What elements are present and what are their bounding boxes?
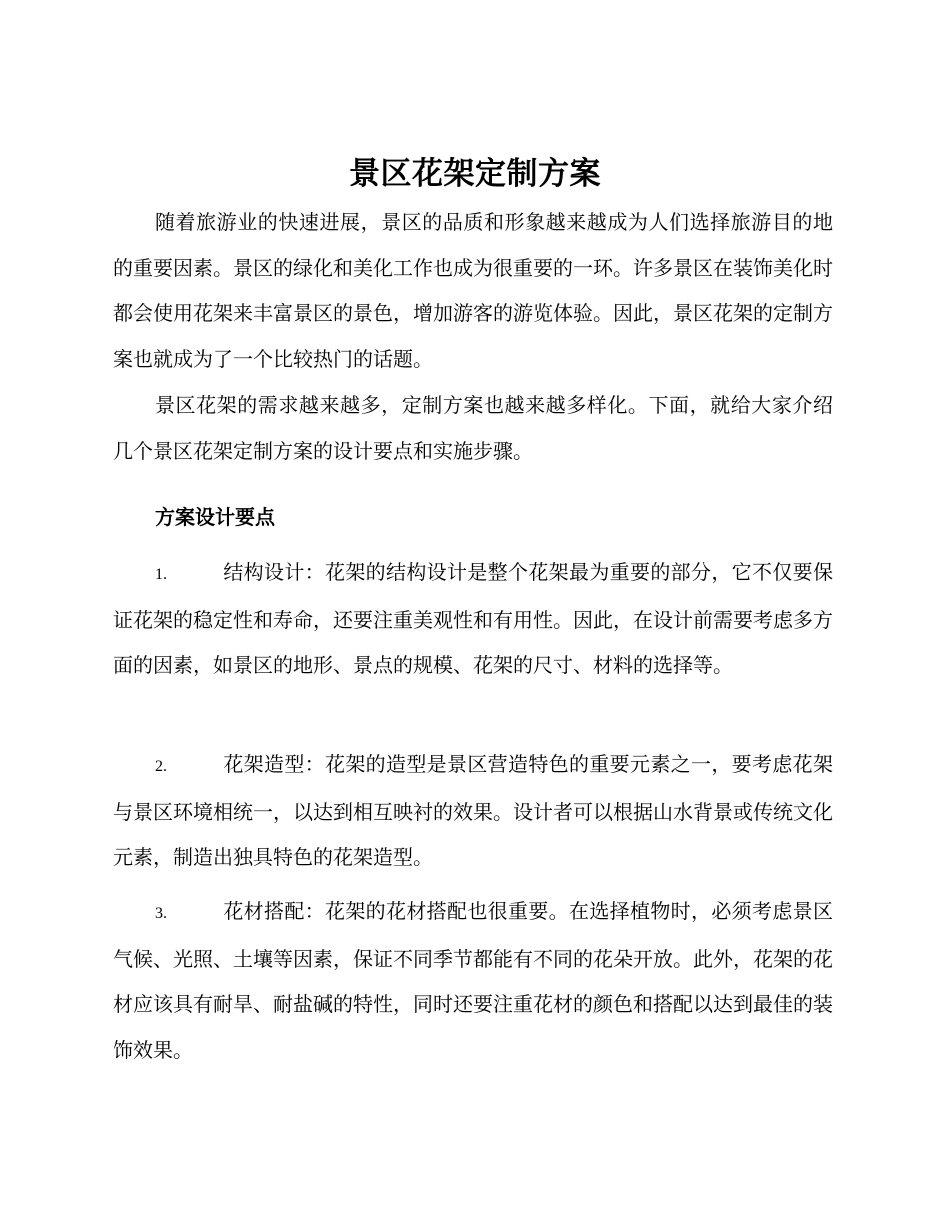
list-item-text: 结构设计：花架的结构设计是整个花架最为重要的部分，它不仅要保证花架的稳定性和寿命，还要注重美观性和有用性。因此，在设计前需要考虑多方面的因素，如景区的地形、景点的规模、花架的尺寸、材料的选择等。	[113, 560, 833, 677]
list-item-1	[113, 550, 833, 689]
intro-paragraph-1: 随着旅游业的快速进展，景区的品质和形象越来越成为人们选择旅游目的地的重要因素。景区的绿化和美化工作也成为很重要的一环。许多景区在装饰美化时都会使用花架来丰富景区的景色，增加游客的游览体验。因此，景区花架的定制方案也就成为了一个比较热门的话题。	[113, 210, 833, 371]
list-item-text: 花架造型：花架的造型是景区营造特色的重要元素之一，要考虑花架与景区环境相统一，以达到相互映衬的效果。设计者可以根据山水背景或传统文化元素，制造出独具特色的花架造型。	[113, 752, 833, 869]
list-item-text: 花材搭配：花架的花材搭配也很重要。在选择植物时，必须考虑景区气候、光照、土壤等因素，保证不同季节都能有不同的花朵开放。此外，花架的花材应该具有耐旱、耐盐碱的特性，同时还要注重花材的颜色和搭配以达到最佳的装饰效果。	[113, 899, 833, 1062]
intro-paragraph-2: 景区花架的需求越来越多，定制方案也越来越多样化。下面，就给大家介绍几个景区花架定制方案的设计要点和实施步骤。	[113, 393, 833, 463]
list-item-2	[113, 742, 833, 881]
list-item-3	[113, 889, 833, 1073]
document-title: 景区花架定制方案	[349, 156, 601, 192]
list-item-number: 2.	[155, 758, 167, 775]
section-heading: 方案设计要点	[155, 505, 275, 529]
list-item-number: 3.	[155, 905, 167, 922]
list-item-number: 1.	[155, 566, 167, 583]
